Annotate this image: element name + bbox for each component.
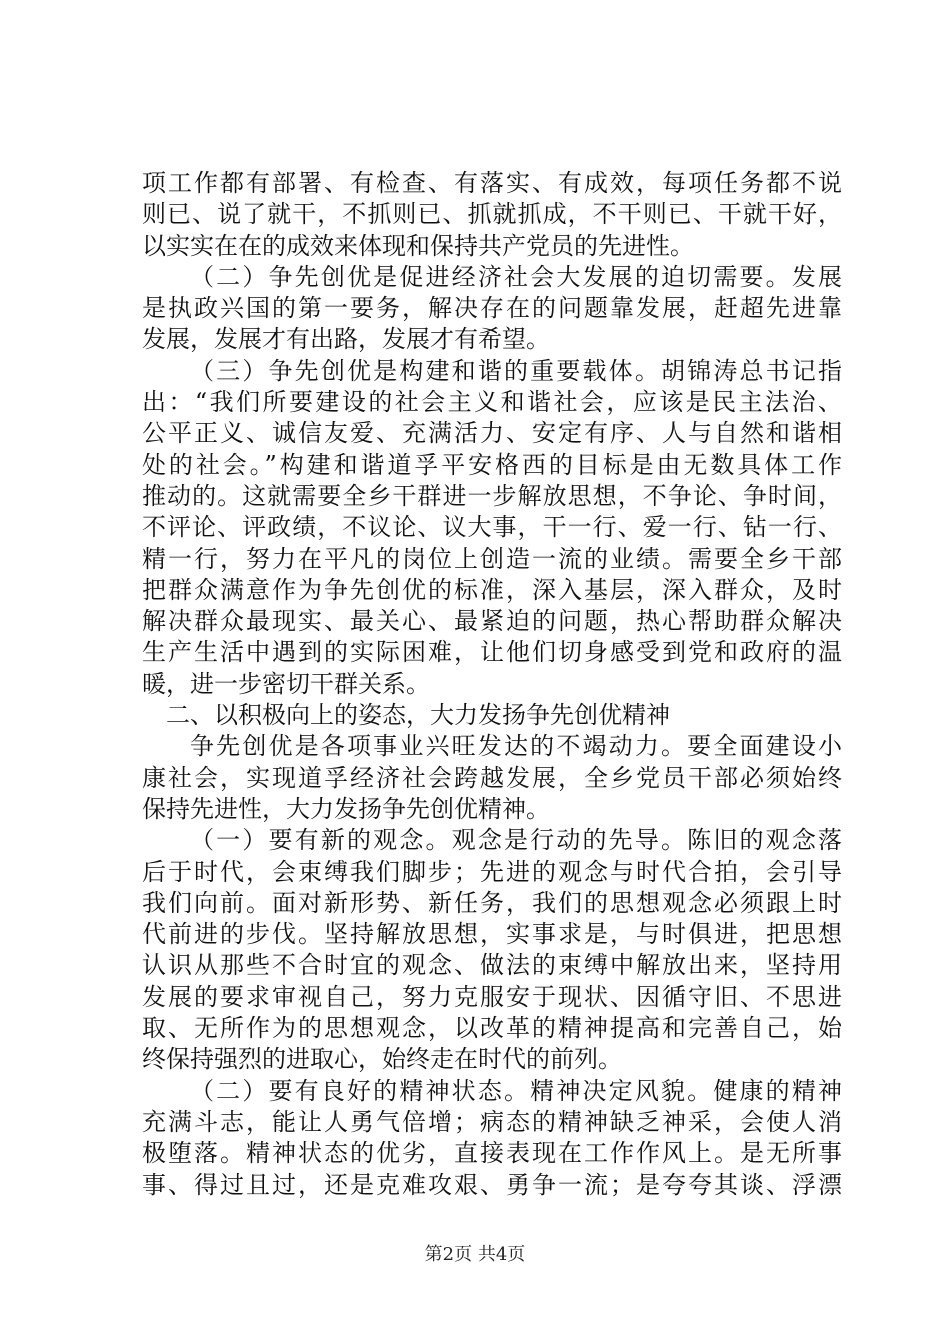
text-line: （二）争先创优是促进经济社会大发展的迫切需要。发展 bbox=[190, 262, 842, 291]
text-line: 公平正义、诚信友爱、充满活力、安定有序、人与自然和谐相 bbox=[142, 419, 842, 448]
text-line: 争先创优是各项事业兴旺发达的不竭动力。要全面建设小 bbox=[190, 732, 842, 761]
text-line: （二）要有良好的精神状态。精神决定风貌。健康的精神 bbox=[190, 1076, 842, 1105]
text-line: 精一行，努力在平凡的岗位上创造一流的业绩。需要全乡干部 bbox=[142, 544, 842, 573]
text-line: 出：“我们所要建设的社会主义和谐社会，应该是民主法治、 bbox=[142, 388, 842, 417]
text-line: 保持先进性，大力发扬争先创优精神。 bbox=[142, 794, 550, 823]
page-number-footer: 第2页 共4页 bbox=[424, 1244, 526, 1265]
text-line: 发展，发展才有出路，发展才有希望。 bbox=[142, 325, 550, 354]
text-line: 推动的。这就需要全乡干群进一步解放思想，不争论、争时间， bbox=[142, 481, 842, 510]
text-line: 我们向前。面对新形势、新任务，我们的思想观念必须跟上时 bbox=[142, 888, 842, 917]
text-line: （一）要有新的观念。观念是行动的先导。陈旧的观念落 bbox=[190, 826, 842, 855]
text-line: 则已、说了就干，不抓则已、抓就抓成，不干则已、干就干好， bbox=[142, 200, 842, 229]
text-line: 生产生活中遇到的实际困难，让他们切身感受到党和政府的温 bbox=[142, 638, 842, 667]
text-line: 取、无所作为的思想观念，以改革的精神提高和完善自己，始 bbox=[142, 1014, 842, 1043]
text-line: 把群众满意作为争先创优的标准，深入基层，深入群众，及时 bbox=[142, 575, 842, 604]
text-line: 处的社会。”构建和谐道孚平安格西的目标是由无数具体工作 bbox=[142, 450, 842, 479]
text-line: 康社会，实现道孚经济社会跨越发展，全乡党员干部必须始终 bbox=[142, 763, 842, 792]
text-line: 不评论、评政绩，不议论、议大事，干一行、爱一行、钻一行、 bbox=[142, 513, 842, 542]
text-line: 事、得过且过，还是克难攻艰、勇争一流；是夸夸其谈、浮漂 bbox=[142, 1170, 842, 1199]
document-body bbox=[142, 168, 842, 1201]
text-line: 极堕落。精神状态的优劣，直接表现在工作作风上。是无所事 bbox=[142, 1139, 842, 1168]
text-line: 以实实在在的成效来体现和保持共产党员的先进性。 bbox=[142, 231, 694, 260]
text-line: 终保持强烈的进取心，始终走在时代的前列。 bbox=[142, 1045, 622, 1074]
text-line: 后于时代，会束缚我们脚步；先进的观念与时代合拍，会引导 bbox=[142, 857, 842, 886]
text-line: 代前进的步伐。坚持解放思想，实事求是，与时俱进，把思想 bbox=[142, 920, 842, 949]
text-line: 暖，进一步密切干群关系。 bbox=[142, 669, 430, 698]
section-heading: 二、以积极向上的姿态，大力发扬争先创优精神 bbox=[166, 701, 670, 730]
text-line: 项工作都有部署、有检查、有落实、有成效，每项任务都不说 bbox=[142, 169, 842, 197]
text-line: 充满斗志，能让人勇气倍增；病态的精神缺乏神采，会使人消 bbox=[142, 1107, 842, 1136]
text-line: 解决群众最现实、最关心、最紧迫的问题，热心帮助群众解决 bbox=[142, 607, 842, 636]
text-line: 认识从那些不合时宜的观念、做法的束缚中解放出来，坚持用 bbox=[142, 951, 842, 980]
text-line: （三）争先创优是构建和谐的重要载体。胡锦涛总书记指 bbox=[190, 356, 842, 385]
text-line: 是执政兴国的第一要务，解决存在的问题靠发展，赶超先进靠 bbox=[142, 294, 842, 323]
text-line: 发展的要求审视自己，努力克服安于现状、因循守旧、不思进 bbox=[142, 982, 842, 1011]
